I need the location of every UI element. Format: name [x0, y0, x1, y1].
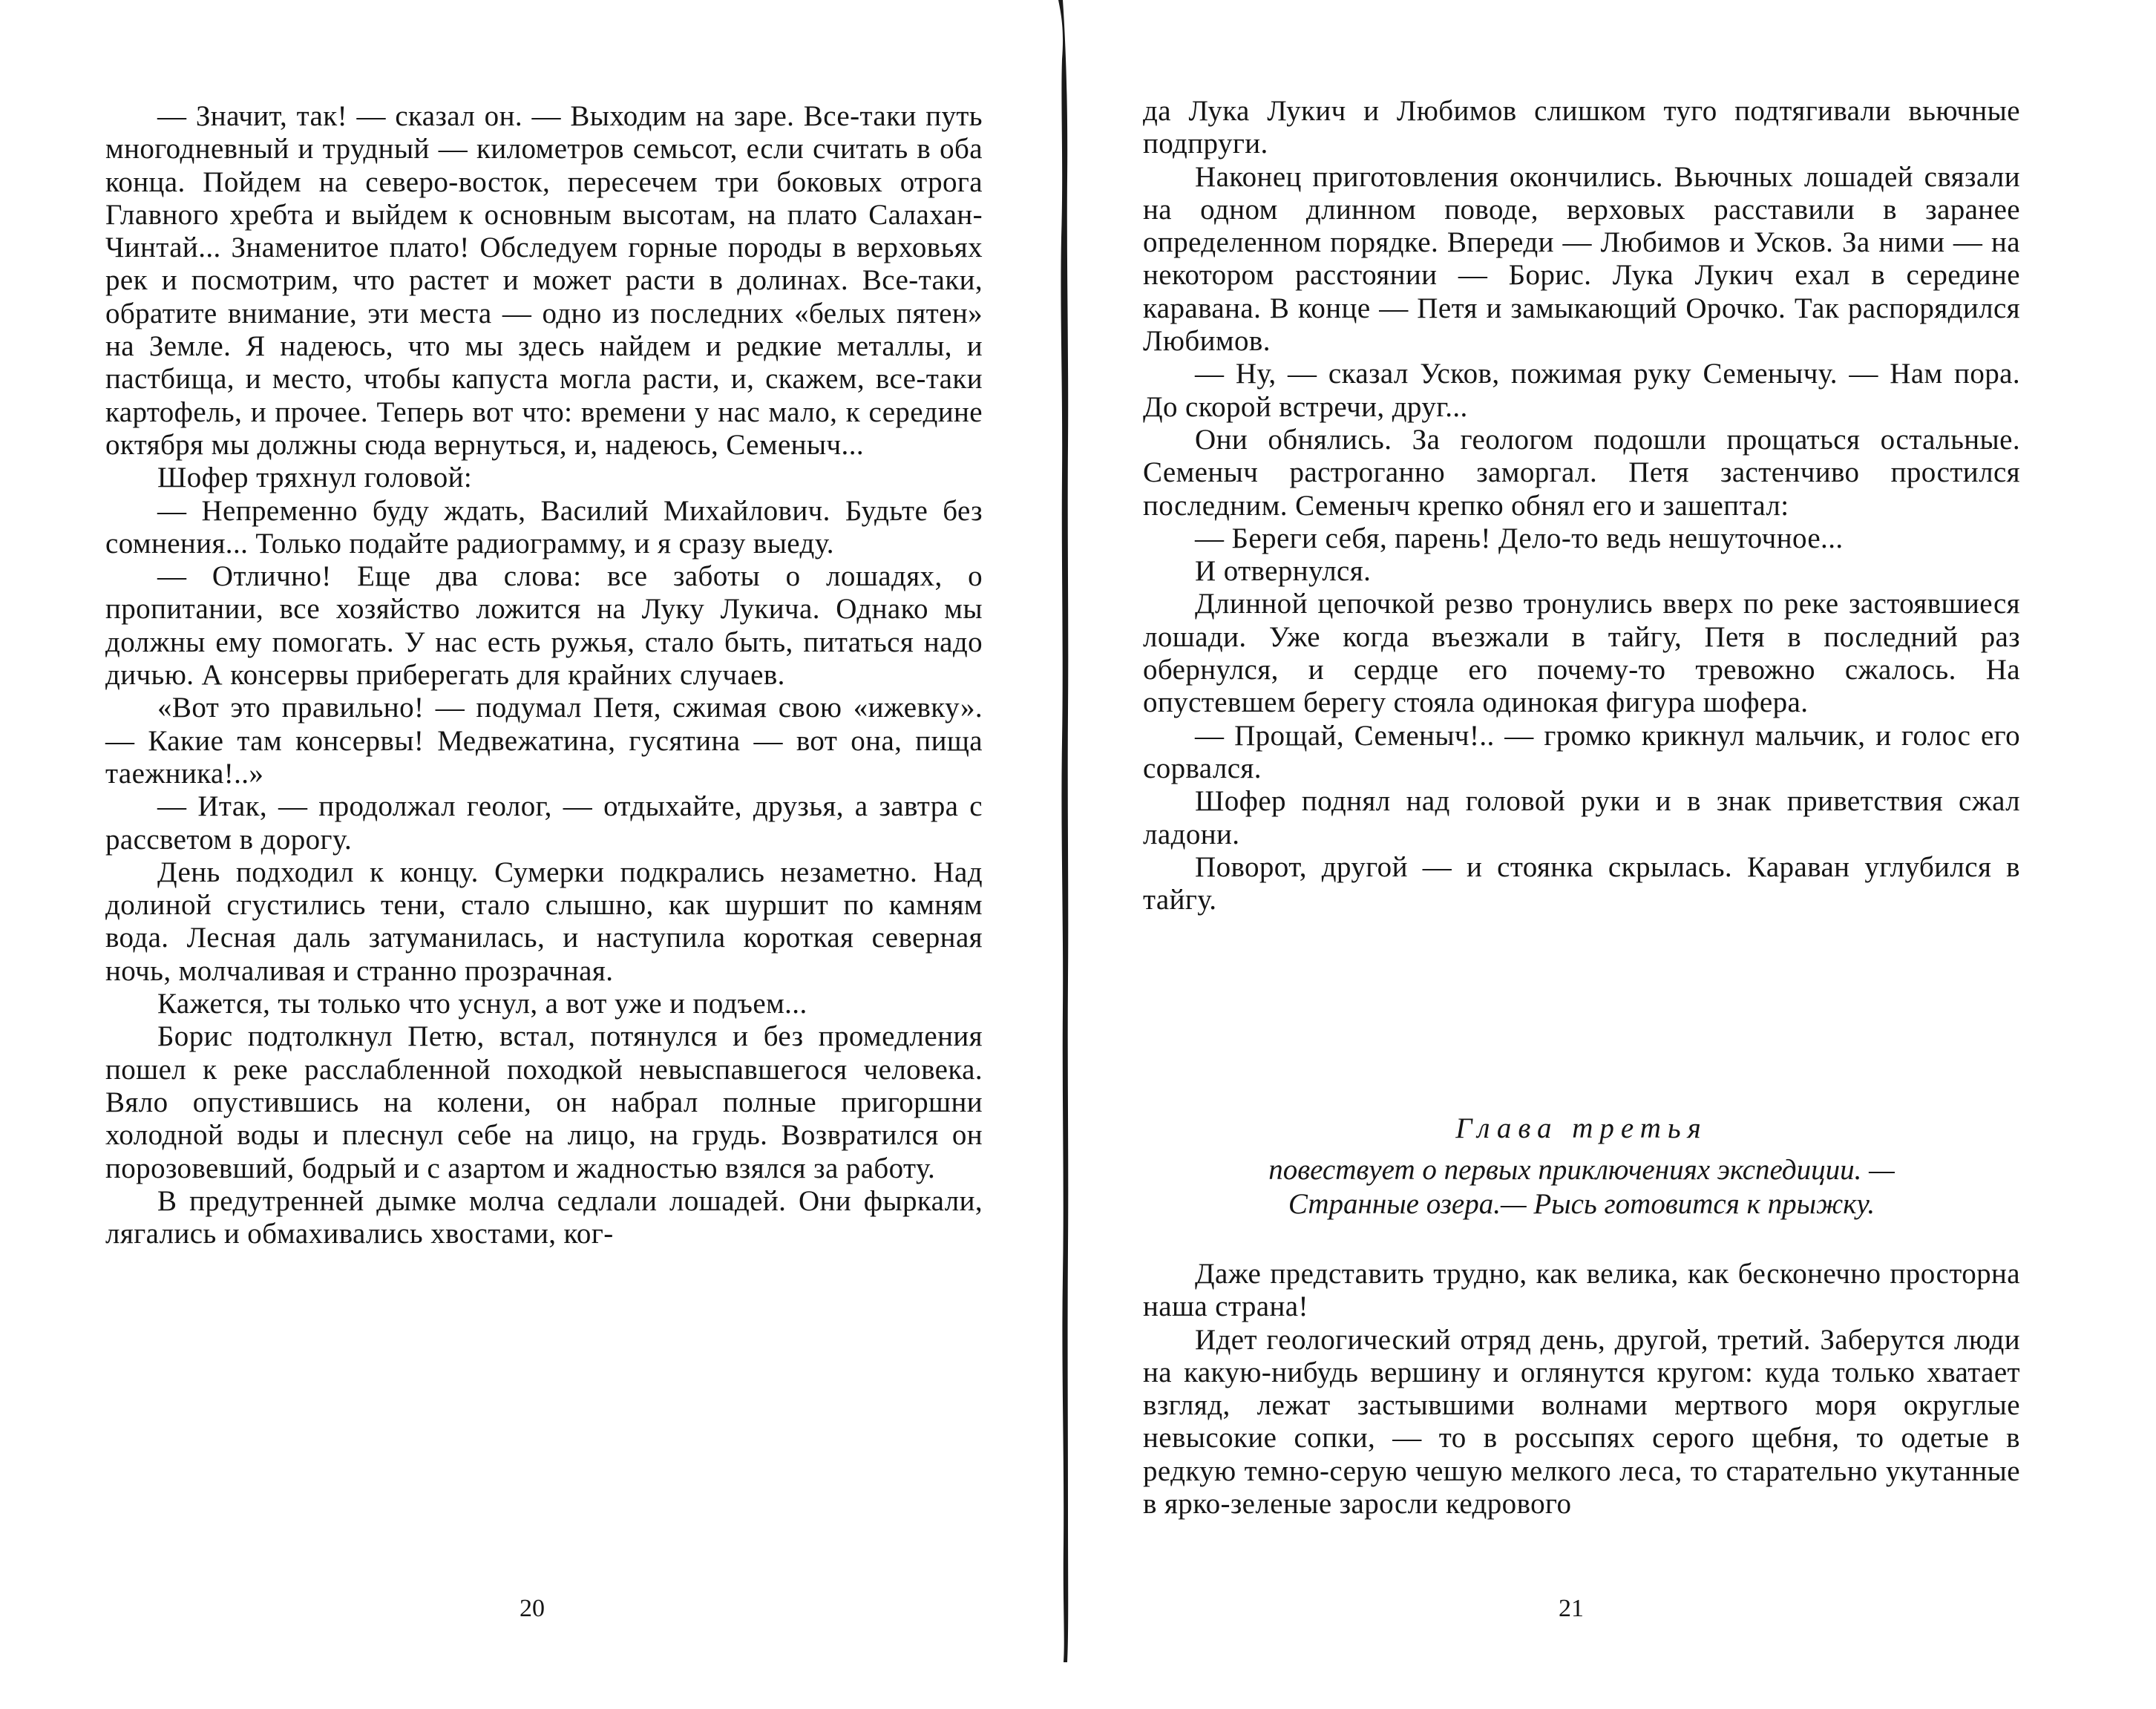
paragraph: — Береги себя, парень! Дело-то ведь нешуточное...	[1195, 522, 1844, 554]
paragraph: Идет геологический отряд день, другой, третий. Заберутся люди на какую-нибудь вершину и оглянутся кругом: куда только хватает взгляд, лежат застывшими волнами мертвого моря округлые невысокие сопки, — то в россыпях серого щебня, то одетые в редкую темно-серую чешую мелкого леса, то старательно укутанные в ярко-зеленые заросли кедрового	[1143, 1323, 2020, 1521]
paragraph: Кажется, ты только что уснул, а вот уже и подъем...	[157, 988, 807, 1020]
paragraph: И отвернулся.	[1195, 555, 1372, 588]
paragraph: Шофер поднял над головой руки и в знак приветствия сжал ладони.	[1143, 785, 2020, 850]
left-page	[0, 0, 1054, 1709]
paragraph: — Значит, так! — сказал он. — Выходим на заре. Все-таки путь многодневный и трудный — километров семьсот, если считать в оба конца. Пойдем на северо-восток, пересечем три боковых отрога Главного хребта и выйдем к основным высотам, на плато Салахан-Чинтай... Знаменитое плато! Обследуем горные породы в верховьях рек и посмотрим, что растет и может расти в долинах. Все-таки, обратите внимание, эти места — одно из последних «белых пятен» на Земле. Я надеюсь, что мы здесь найдем и редкие металлы, и пастбища, и место, чтобы капуста могла расти, и, скажем, все-таки картофель, и прочее. Теперь вот что: времени у нас мало, к середине октября мы должны сюда вернуться, и, надеюсь, Семеныч...	[105, 100, 983, 461]
chapter-subtitle-line-2: Странные озера.— Рысь готовится к прыжку.	[1288, 1188, 1875, 1220]
right-page-text	[1143, 95, 2020, 916]
chapter-title: Глава третья	[1455, 1112, 1708, 1144]
paragraph: Даже представить трудно, как велика, как бесконечно просторна наша страна!	[1143, 1258, 2020, 1323]
paragraph: День подходил к концу. Сумерки подкрались незаметно. Над долиной сгустились тени, стало слышно, как шуршит по камням вода. Лесная даль затуманилась, и наступила короткая северная ночь, молчаливая и странно прозрачная.	[105, 856, 983, 987]
paragraph: Борис подтолкнул Петю, встал, потянулся и без промедления пошел к реке расслабленной походкой невыспавшегося человека. Вяло опустившись на колени, он набрал полные пригоршни холодной воды и плеснул себе на лицо, на грудь. Возвратился он порозовевший, бодрый и с азартом и жадностью взялся за работу.	[105, 1020, 983, 1184]
paragraph: — Прощай, Семеныч!.. — громко крикнул мальчик, и голос его сорвался.	[1143, 719, 2020, 784]
paragraph-continuation: да Лука Лукич и Любимов слишком туго подтягивали вьючные подпруги.	[1143, 95, 2020, 160]
left-page-text	[105, 100, 983, 1250]
book-gutter	[1048, 0, 1070, 1662]
paragraph: Поворот, другой — и стоянка скрылась. Караван углубился в тайгу.	[1143, 850, 2020, 916]
chapter-text	[1143, 1258, 2020, 1521]
paragraph: — Ну, — сказал Усков, пожимая руку Семенычу. — Нам пора. До скорой встречи, друг...	[1143, 358, 2020, 423]
chapter-heading	[1143, 1112, 2020, 1221]
paragraph: Длинной цепочкой резво тронулись вверх по реке застоявшиеся лошади. Уже когда въезжали в тайгу, Петя в последний раз обернулся, и сердце его почему-то тревожно сжалось. На опустевшем берегу стояла одинокая фигура шофера.	[1143, 588, 2020, 719]
chapter-subtitle-line-1: повествует о первых приключениях экспедиции. —	[1268, 1154, 1895, 1186]
paragraph: Шофер тряхнул головой:	[157, 462, 473, 494]
paragraph: Наконец приготовления окончились. Вьючных лошадей связали на одном длинном поводе, верховых расставили в заранее определенном порядке. Впереди — Любимов и Усков. За ними — на некотором расстоянии — Борис. Лука Лукич ехал в середине каравана. В конце — Петя и замыкающий Орочко. Так распорядился Любимов.	[1143, 160, 2020, 358]
right-page	[1069, 0, 2156, 1709]
paragraph: — Непременно буду ждать, Василий Михайлович. Будьте без сомнения... Только подайте радиограмму, и я сразу выеду.	[105, 494, 983, 560]
paragraph: — Итак, — продолжал геолог, — отдыхайте, друзья, а завтра с рассветом в дорогу.	[105, 790, 983, 856]
paragraph: В предутренней дымке молча седлали лошадей. Они фыркали, лягались и обмахивались хвостами, ког-	[105, 1184, 983, 1250]
page-number-left: 20	[520, 1595, 545, 1622]
gutter-shadow	[1048, 0, 1070, 1662]
page-number-right: 21	[1559, 1595, 1584, 1622]
paragraph: «Вот это правильно! — подумал Петя, сжимая свою «ижевку». — Какие там консервы! Медвежатина, гусятина — вот она, пища таежника!..»	[105, 692, 983, 790]
paragraph: — Отлично! Еще два слова: все заботы о лошадях, о пропитании, все хозяйство ложится на Луку Лукича. Однако мы должны ему помогать. У нас есть ружья, стало быть, питаться надо дичью. А консервы приберегать для крайних случаев.	[105, 560, 983, 692]
paragraph: Они обнялись. За геологом подошли прощаться остальные. Семеныч растроганно заморгал. Петя застенчиво простился последним. Семеныч крепко обнял его и зашептал:	[1143, 423, 2020, 522]
